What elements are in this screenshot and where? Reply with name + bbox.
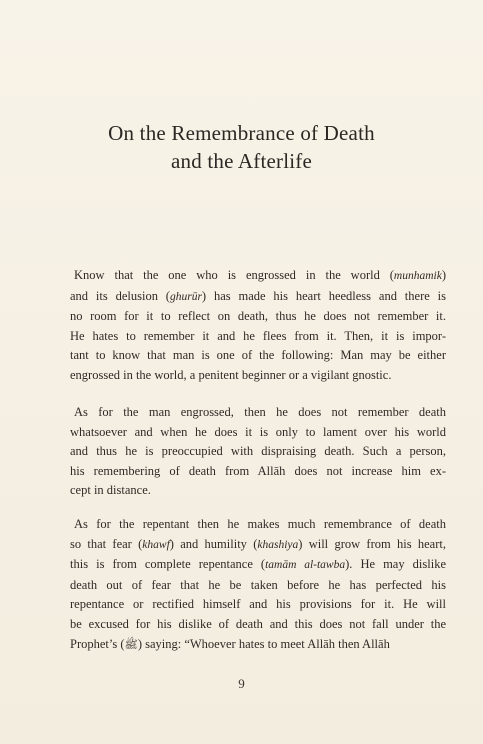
text-line: As for the repentant then he makes much remembrance of death xyxy=(74,517,446,531)
transliterated-term: khashiya xyxy=(257,538,299,551)
text-line: repentance or rectified himself and his provisions for it. He will xyxy=(70,597,446,612)
chapter-title-line-2: and the Afterlife xyxy=(170,149,312,173)
transliterated-term: khawf xyxy=(142,538,170,551)
text-line: this is from complete repentance (tamām al-tawba). He may dislike xyxy=(70,557,446,572)
text-line: Prophet’s (ﷺ) saying: “Whoever hates to meet Allāh then Allāh xyxy=(70,635,446,656)
text-line: his remembering of death from Allāh does not increase him ex- xyxy=(70,463,446,478)
text-line: be excused for his dislike of death and this does not fall under the xyxy=(70,616,446,631)
text-line: tant to know that man is one of the following: Man may be either xyxy=(70,348,446,363)
text-line: whatsoever and when he does it is only to lament over his world xyxy=(70,424,446,439)
salutation-glyph: ﷺ xyxy=(124,638,138,651)
paragraph-2 xyxy=(70,403,446,501)
text-line: and its delusion (ghurūr) has made his heart heedless and there is xyxy=(70,288,446,303)
paragraph-1 xyxy=(70,266,446,386)
transliterated-term: ghurūr xyxy=(169,290,202,303)
text-line: death out of fear that he be taken before he has perfected his xyxy=(70,577,446,592)
text-line: As for the man engrossed, then he does not remember death xyxy=(74,405,446,419)
paragraph-3 xyxy=(70,515,446,655)
text-line: so that fear (khawf) and humility (khashiya) will grow from his heart, xyxy=(70,536,446,551)
transliterated-term: munhamik xyxy=(393,270,442,282)
text-line: Know that the one who is engrossed in the world (munhamik) xyxy=(74,268,446,282)
text-line: cept in distance. xyxy=(70,483,151,498)
page-number: 9 xyxy=(238,676,245,691)
chapter-title-line-1: On the Remembrance of Death xyxy=(108,121,375,145)
transliterated-term: tamām al-tawba xyxy=(265,559,346,572)
text-line: and thus he is preoccupied with dispraising death. Such a person, xyxy=(70,444,446,459)
text-line: engrossed in the world, a penitent beginner or a vigilant gnostic. xyxy=(70,367,392,382)
text-line: He hates to remember it and he flees from it. Then, it is impor- xyxy=(70,328,446,343)
text-line: no room for it to reflect on death, thus he does not remember it. xyxy=(70,309,446,324)
